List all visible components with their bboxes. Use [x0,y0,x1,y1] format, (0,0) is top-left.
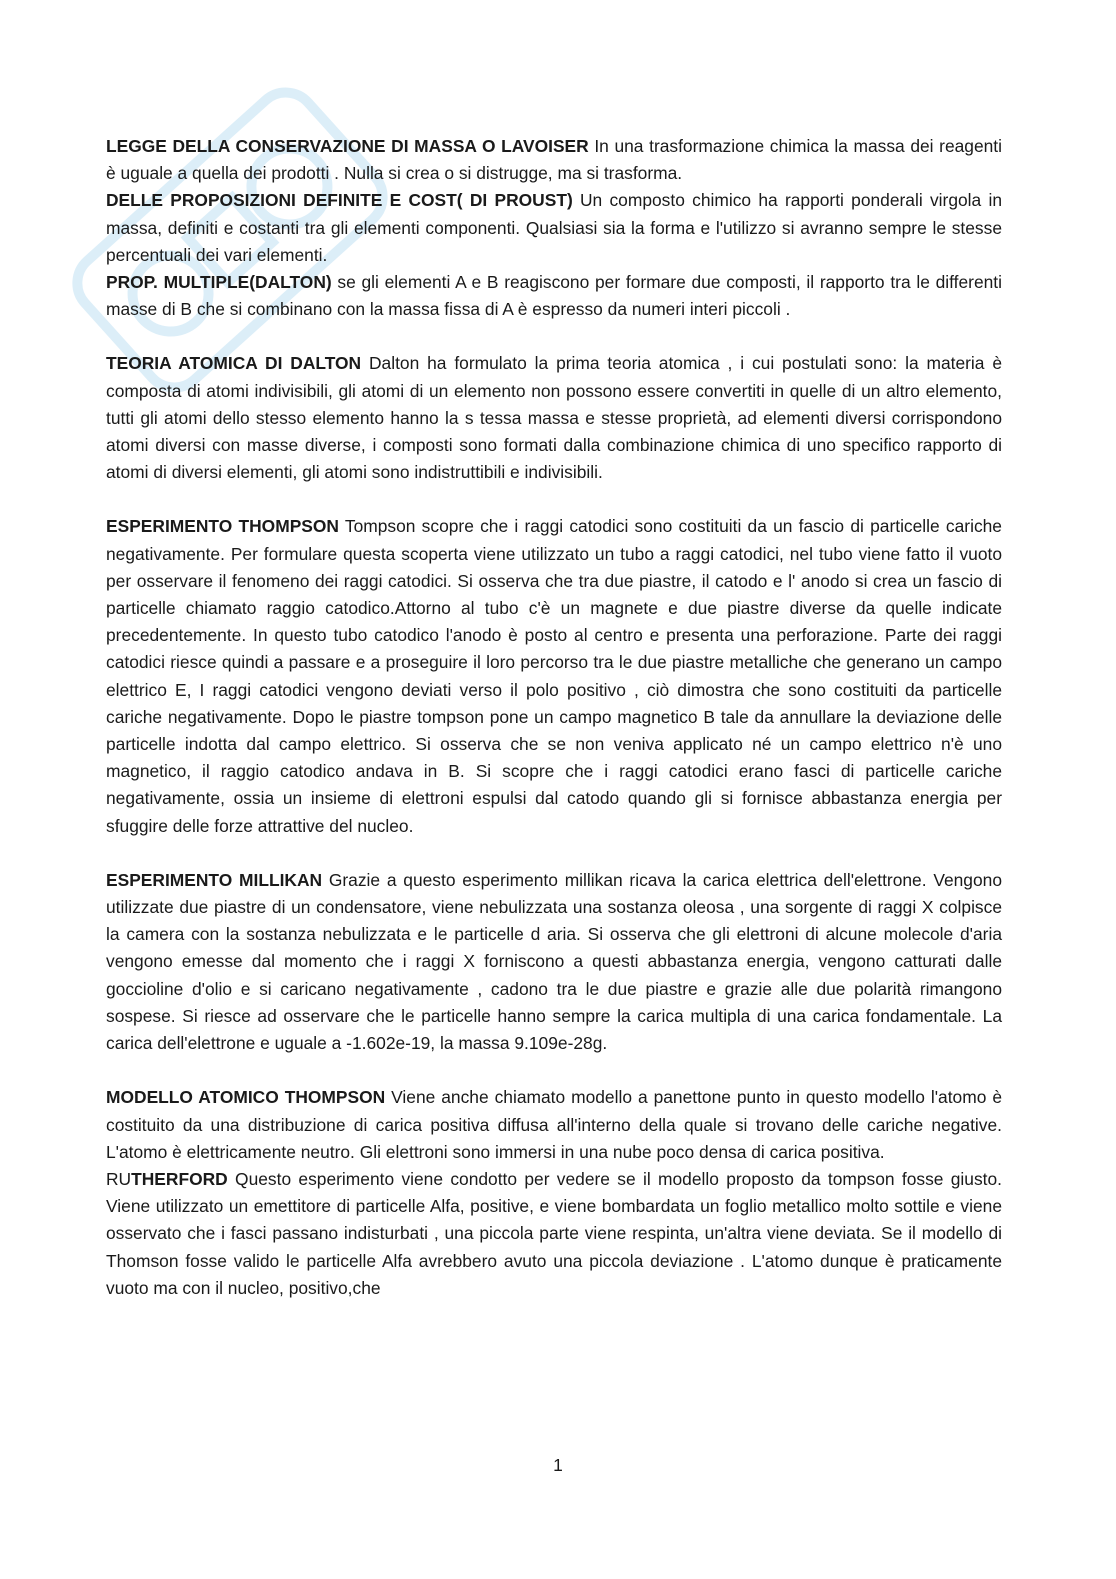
section-text: se gli elementi A e B reagiscono per formare due composti, il rapporto tra le differenti masse di B che si combinano con la massa fissa di A è espresso da numeri interi piccoli . [106,272,1002,320]
section-text: In una trasformazione chimica la massa dei reagenti è uguale a quella dei prodotti . Nulla si crea o si distrugge, ma si trasforma. [106,136,1002,184]
section-text: Questo esperimento viene condotto per vedere se il modello proposto da tompson fosse giusto. Viene utilizzato un emettitore di particelle Alfa, positive, e viene bombardata un foglio metallico molto sottile e viene osservato che i fasci passano indisturbati , una piccola parte viene respinta, un'altra viene deviata. Se il modello di Thomson fosse valido le particelle Alfa avrebbero avuto una piccola deviazione . L'atomo dunque è praticamente vuoto ma con il nucleo, positivo,che [106,1168,1002,1298]
section-thompson-model [106,1084,1002,1166]
section-text: Un composto chimico ha rapporti ponderali virgola in massa, definiti e costanti tra gli elementi componenti. Qualsiasi sia la forma e l'utilizzo si avranno sempre le stesse percentuali dei vari elementi. [106,190,1002,265]
page-number: 1 [553,1455,563,1475]
section-text: Grazie a questo esperimento millikan ricava la carica elettrica dell'elettrone. Vengono utilizzate due piastre di un condensatore, viene nebulizzata una sostanza oleosa , una sorgente di raggi X colpisce la camera con la sostanza nebulizzata e le particelle d aria. Si osserva che gli elettroni di alcune molecole d'aria vengono emesse dal momento che i raggi X forniscono a questi abbastanza energia, vengono catturati dalle goccioline d'olio e si caricano negativamente , cadono tra le due piastre e grazie alle due polarità rimangono sospese. Si riesce ad osservare che le particelle hanno sempre la carica multipla di una carica fondamentale. La carica dell'elettrone e uguale a -1.602e-19, la massa 9.109e-28g. [106,869,1002,1054]
section-heading: LEGGE DELLA CONSERVAZIONE DI MASSA O LAVOISER [106,136,589,156]
section-heading: ESPERIMENTO MILLIKAN [106,869,323,890]
section-text: Dalton ha formulato la prima teoria atomica , i cui postulati sono: la materia è composta di atomi indivisibili, gli atomi di un elemento non possono essere convertiti in quelle di un altro elemento, tutti gli atomi dello stesso elemento hanno la s tessa massa e stesse proprietà, ad elementi diversi corrispondono atomi diversi con masse diverse, i composti sono formati dalla combinazione chimica di uno specifico rapporto di atomi di diversi elementi, gli atomi sono indistruttibili e indivisibili. [106,353,1003,483]
section-heading: MODELLO ATOMICO THOMPSON [106,1087,386,1108]
section-millikan [106,867,1002,1057]
section-dalton-multiple [106,269,1002,323]
section-dalton-theory [106,350,1002,486]
section-heading: DELLE PROPOSIZIONI DEFINITE E COST( DI PROUST) [106,190,573,211]
section-rutherford [106,1166,1002,1302]
section-lavoisier [106,133,1002,187]
section-proust [106,187,1002,269]
section-text: Viene anche chiamato modello a panettone punto in questo modello l'atomo è costituito da una distribuzione di carica positiva diffusa all'interno della quale si trovano delle cariche negative. L'atomo è elettricamente neutro. Gli elettroni sono immersi in una nube poco densa di carica positiva. [106,1087,1002,1162]
section-heading: THERFORD [131,1168,228,1189]
section-thompson-experiment [106,513,1002,839]
document-body [106,133,1002,1302]
section-heading: PROP. MULTIPLE(DALTON) [106,272,332,293]
section-heading: ESPERIMENTO THOMPSON [106,516,339,537]
section-text: Tompson scopre che i raggi catodici sono costituiti da un fascio di particelle cariche negativamente. Per formulare questa scoperta viene utilizzato un tubo a raggi catodici, nel tubo viene fatto il vuoto per osservare il fenomeno dei raggi catodici. Si osserva che tra due piastre, il catodo e l' anodo si crea un fascio di particelle chiamato raggio catodico.Attorno al tubo c'è un magnete e due piastre diverse da quelle indicate precedentemente. In questo tubo catodico l'anodo è posto al centro e presenta una perforazione. Parte dei raggi catodici riesce quindi a passare e a proseguire il loro percorso tra le due piastre metalliche che generano un campo elettrico E, I raggi catodici vengono deviati verso il polo positivo , ciò dimostra che sono costituiti da particelle cariche negativamente. Dopo le piastre tompson pone un campo magnetico B tale da annullare la deviazione delle particelle indotta dal campo elettrico. Si osserva che se non veniva applicato né un campo elettrico n'è uno magnetico, il raggio catodico andava in B. Si scopre che i raggi catodici erano fasci di particelle cariche negativamente, ossia un insieme di elettroni espulsi dal catodo quando gli si fornisce abbastanza energia per sfuggire delle forze attrattive del nucleo. [106,516,1002,836]
section-heading: TEORIA ATOMICA DI DALTON [106,353,362,374]
section-heading-prefix: RU [106,1168,132,1189]
